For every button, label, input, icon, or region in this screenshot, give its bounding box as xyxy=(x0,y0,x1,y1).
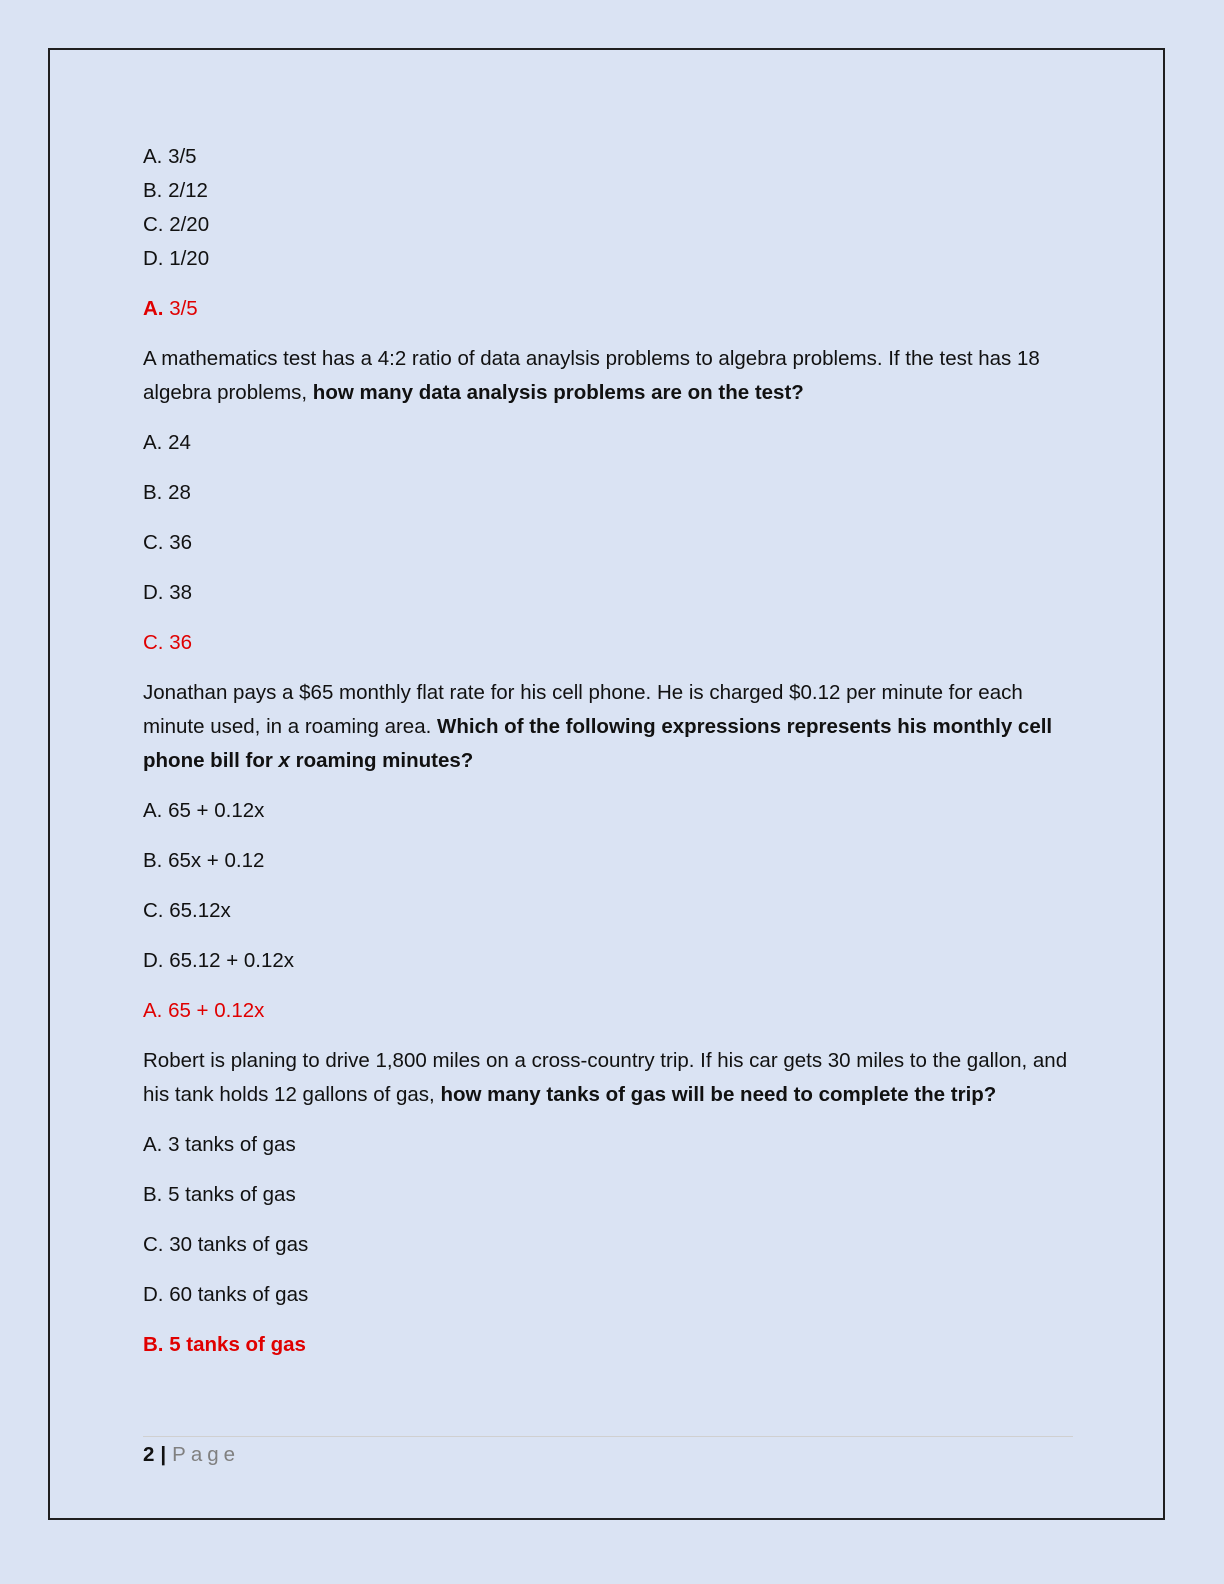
document-body xyxy=(143,140,1083,1362)
q0-option-d: D. 1/20 xyxy=(143,247,210,270)
q0-option-b: B. 2/12 xyxy=(143,179,208,202)
q0-answer xyxy=(143,292,1083,326)
q1-answer: C. 36 xyxy=(143,631,192,654)
q3-option-d: D. 60 tanks of gas xyxy=(143,1283,309,1306)
q1-question xyxy=(143,342,1083,410)
q2-question xyxy=(143,676,1083,778)
q3-option-c: C. 30 tanks of gas xyxy=(143,1233,309,1256)
q3-question xyxy=(143,1044,1083,1112)
q1-option-d: D. 38 xyxy=(143,581,192,604)
q2-option-c: C. 65.12x xyxy=(143,899,231,922)
q1-option-a: A. 24 xyxy=(143,431,191,454)
footer-divider xyxy=(143,1436,1073,1437)
q0-answer-value: 3/5 xyxy=(163,297,198,320)
q2-question-text: Jonathan pays a $65 monthly flat rate for his cell phone. He is charged $0.12 per minute for each minute used, in a roaming area. xyxy=(143,681,1023,738)
q2-question-var: x xyxy=(278,749,290,772)
q3-option-b: B. 5 tanks of gas xyxy=(143,1183,296,1206)
q3-question-bold: how many tanks of gas will be need to complete the trip? xyxy=(440,1083,997,1106)
q0-answer-letter: A. xyxy=(143,297,164,320)
q0-option-a: A. 3/5 xyxy=(143,145,197,168)
q2-question-bold-b: roaming minutes? xyxy=(289,749,474,772)
q2-option-b: B. 65x + 0.12 xyxy=(143,849,265,872)
q3-answer: B. 5 tanks of gas xyxy=(143,1333,306,1356)
q1-option-b: B. 28 xyxy=(143,481,191,504)
page-footer xyxy=(143,1440,240,1470)
q1-question-bold: how many data analysis problems are on the test? xyxy=(312,381,804,404)
q3-option-a: A. 3 tanks of gas xyxy=(143,1133,296,1156)
q0-option-c: C. 2/20 xyxy=(143,213,210,236)
q1-option-c: C. 36 xyxy=(143,531,192,554)
page-number: 2 xyxy=(143,1443,155,1466)
page-label: Page xyxy=(172,1443,241,1466)
q1-question-text: A mathematics test has a 4:2 ratio of data anaylsis problems to algebra problems. If the test has 18 algebra problems, xyxy=(143,347,1040,404)
footer-separator: | xyxy=(160,1443,167,1466)
q2-option-d: D. 65.12 + 0.12x xyxy=(143,949,295,972)
q3-question-text: Robert is planing to drive 1,800 miles on a cross-country trip. If his car gets 30 miles to the gallon, and his tank holds 12 gallons of gas, xyxy=(143,1049,1068,1106)
q2-answer: A. 65 + 0.12x xyxy=(143,999,265,1022)
q2-option-a: A. 65 + 0.12x xyxy=(143,799,265,822)
q2-question-bold-a: Which of the following expressions represents his monthly cell phone bill for xyxy=(143,715,1053,772)
